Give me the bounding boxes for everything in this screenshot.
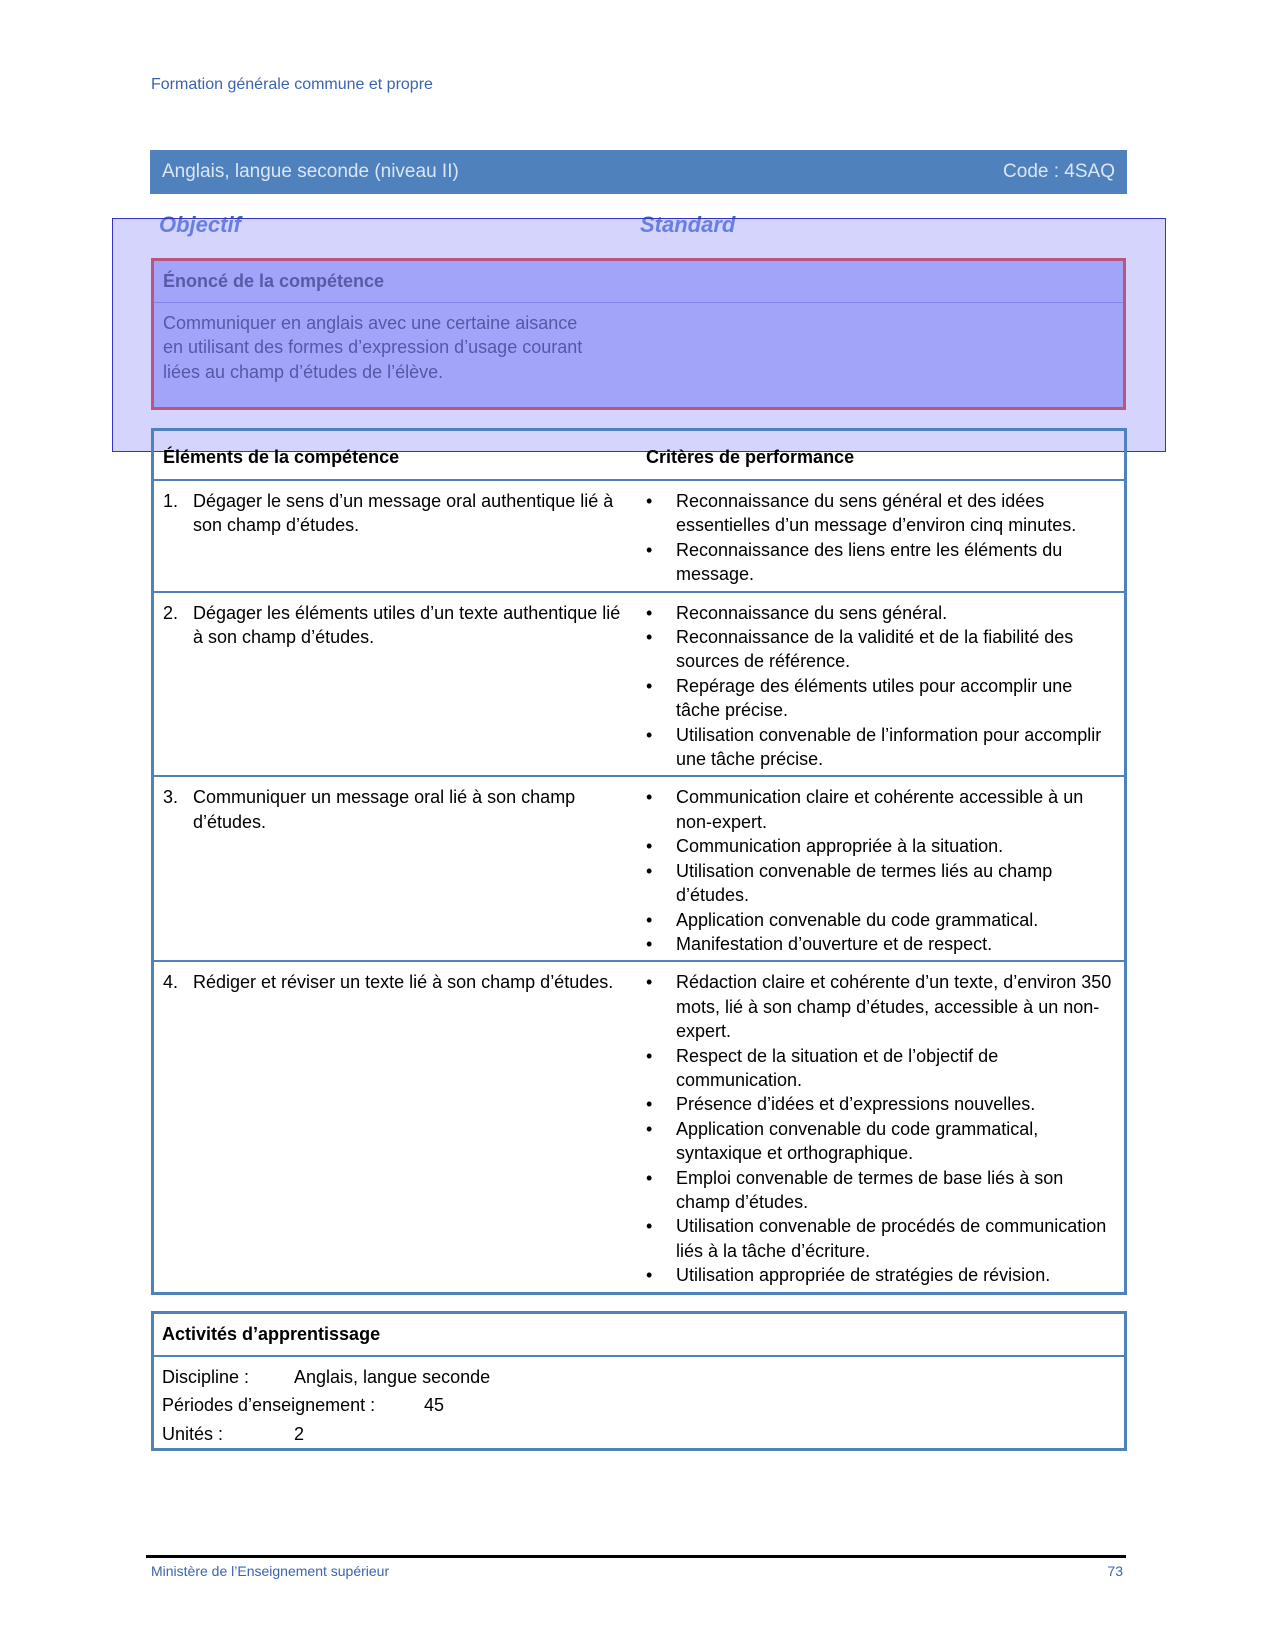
criterion-item: • Repérage des éléments utiles pour accomplir une tâche précise. xyxy=(646,674,1115,723)
table-row xyxy=(153,961,1126,1293)
page-number: 73 xyxy=(1107,1563,1123,1579)
table-header-row xyxy=(153,430,1126,481)
course-title-bar xyxy=(150,150,1127,194)
column-header-elements: Éléments de la compétence xyxy=(153,430,638,481)
element-number: 2. xyxy=(163,602,179,623)
criterion-item: • Manifestation d’ouverture et de respect. xyxy=(646,932,1115,956)
footer-ministry: Ministère de l’Enseignement supérieur xyxy=(151,1563,390,1579)
table-row xyxy=(153,480,1126,592)
criterion-item: • Respect de la situation et de l’objectif de communication. xyxy=(646,1044,1115,1093)
standard-label: Standard xyxy=(640,212,736,237)
unites-value: 2 xyxy=(294,1423,305,1444)
element-text: Communiquer un message oral lié à son champ d’études. xyxy=(193,787,576,832)
element-number: 4. xyxy=(163,972,179,993)
activites-heading: Activités d’apprentissage xyxy=(154,1314,1124,1357)
element-text: Dégager les éléments utiles d’un texte authentique lié à son champ d’études. xyxy=(193,602,621,648)
course-title: Anglais, langue seconde (niveau II) xyxy=(162,161,459,182)
discipline-value: Anglais, langue seconde xyxy=(294,1366,491,1387)
criterion-item: • Reconnaissance du sens général. xyxy=(646,601,1115,625)
criterion-item: • Utilisation convenable de l’information pour accomplir une tâche précise. xyxy=(646,723,1115,772)
element-item xyxy=(163,785,628,834)
periodes-label: Périodes d’enseignement : xyxy=(162,1395,376,1416)
criterion-item: • Rédaction claire et cohérente d’un texte, d’environ 350 mots, lié à son champ d’études, accessible à un non-expert. xyxy=(646,970,1115,1043)
enonce-text: Communiquer en anglais avec une certaine aisance en utilisant des formes d’expression d’usage courant liées au champ d’études de l’élève. xyxy=(163,313,583,382)
criterion-item: • Présence d’idées et d’expressions nouvelles. xyxy=(646,1092,1115,1116)
element-number: 1. xyxy=(163,491,179,511)
unites-line xyxy=(154,1420,1124,1449)
enonce-heading: Énoncé de la compétence xyxy=(154,261,1123,303)
periodes-value: 45 xyxy=(424,1395,445,1416)
element-number: 3. xyxy=(163,787,179,808)
running-header: Formation générale commune et propre xyxy=(151,76,433,93)
criterion-item: • Utilisation convenable de termes liés au champ d’études. xyxy=(646,859,1115,908)
criterion-item: • Utilisation convenable de procédés de communication liés à la tâche d’écriture. xyxy=(646,1214,1115,1263)
column-header-criteres: Critères de performance xyxy=(637,430,1126,481)
element-item xyxy=(163,489,628,538)
enonce-competence-box xyxy=(151,258,1126,410)
criteria-list xyxy=(646,489,1115,587)
unites-label: Unités : xyxy=(162,1423,224,1444)
criterion-item: • Utilisation appropriée de stratégies de révision. xyxy=(646,1263,1115,1287)
footer-rule xyxy=(146,1555,1126,1558)
criteria-list xyxy=(646,970,1115,1287)
element-text: Rédiger et réviser un texte lié à son champ d’études. xyxy=(193,972,614,993)
discipline-line xyxy=(154,1363,1124,1392)
criterion-item: • Reconnaissance de la validité et de la fiabilité des sources de référence. xyxy=(646,625,1115,674)
element-text: Dégager le sens d’un message oral authentique lié à son champ d’études. xyxy=(193,491,614,536)
objectif-label: Objectif xyxy=(159,212,241,237)
element-item xyxy=(163,601,628,650)
criterion-item: • Reconnaissance du sens général et des idées essentielles d’un message d’environ cinq minutes. xyxy=(646,489,1115,538)
criteria-list xyxy=(646,601,1115,772)
table-row xyxy=(153,776,1126,961)
criterion-item: • Reconnaissance des liens entre les éléments du message. xyxy=(646,538,1115,587)
page-footer xyxy=(151,1563,1123,1579)
criterion-item: • Emploi convenable de termes de base liés à son champ d’études. xyxy=(646,1166,1115,1215)
course-code: Code : 4SAQ xyxy=(1003,161,1115,182)
periodes-line xyxy=(154,1392,1124,1421)
criterion-item: • Communication appropriée à la situation. xyxy=(646,834,1115,858)
criterion-item: • Communication claire et cohérente accessible à un non-expert. xyxy=(646,785,1115,834)
discipline-label: Discipline : xyxy=(162,1366,250,1387)
competence-table xyxy=(151,428,1127,1295)
criterion-item: • Application convenable du code grammatical. xyxy=(646,908,1115,932)
activites-box xyxy=(151,1311,1127,1451)
element-item xyxy=(163,970,628,994)
criterion-item: • Application convenable du code grammatical, syntaxique et orthographique. xyxy=(646,1117,1115,1166)
criteria-list xyxy=(646,785,1115,956)
table-row xyxy=(153,592,1126,777)
